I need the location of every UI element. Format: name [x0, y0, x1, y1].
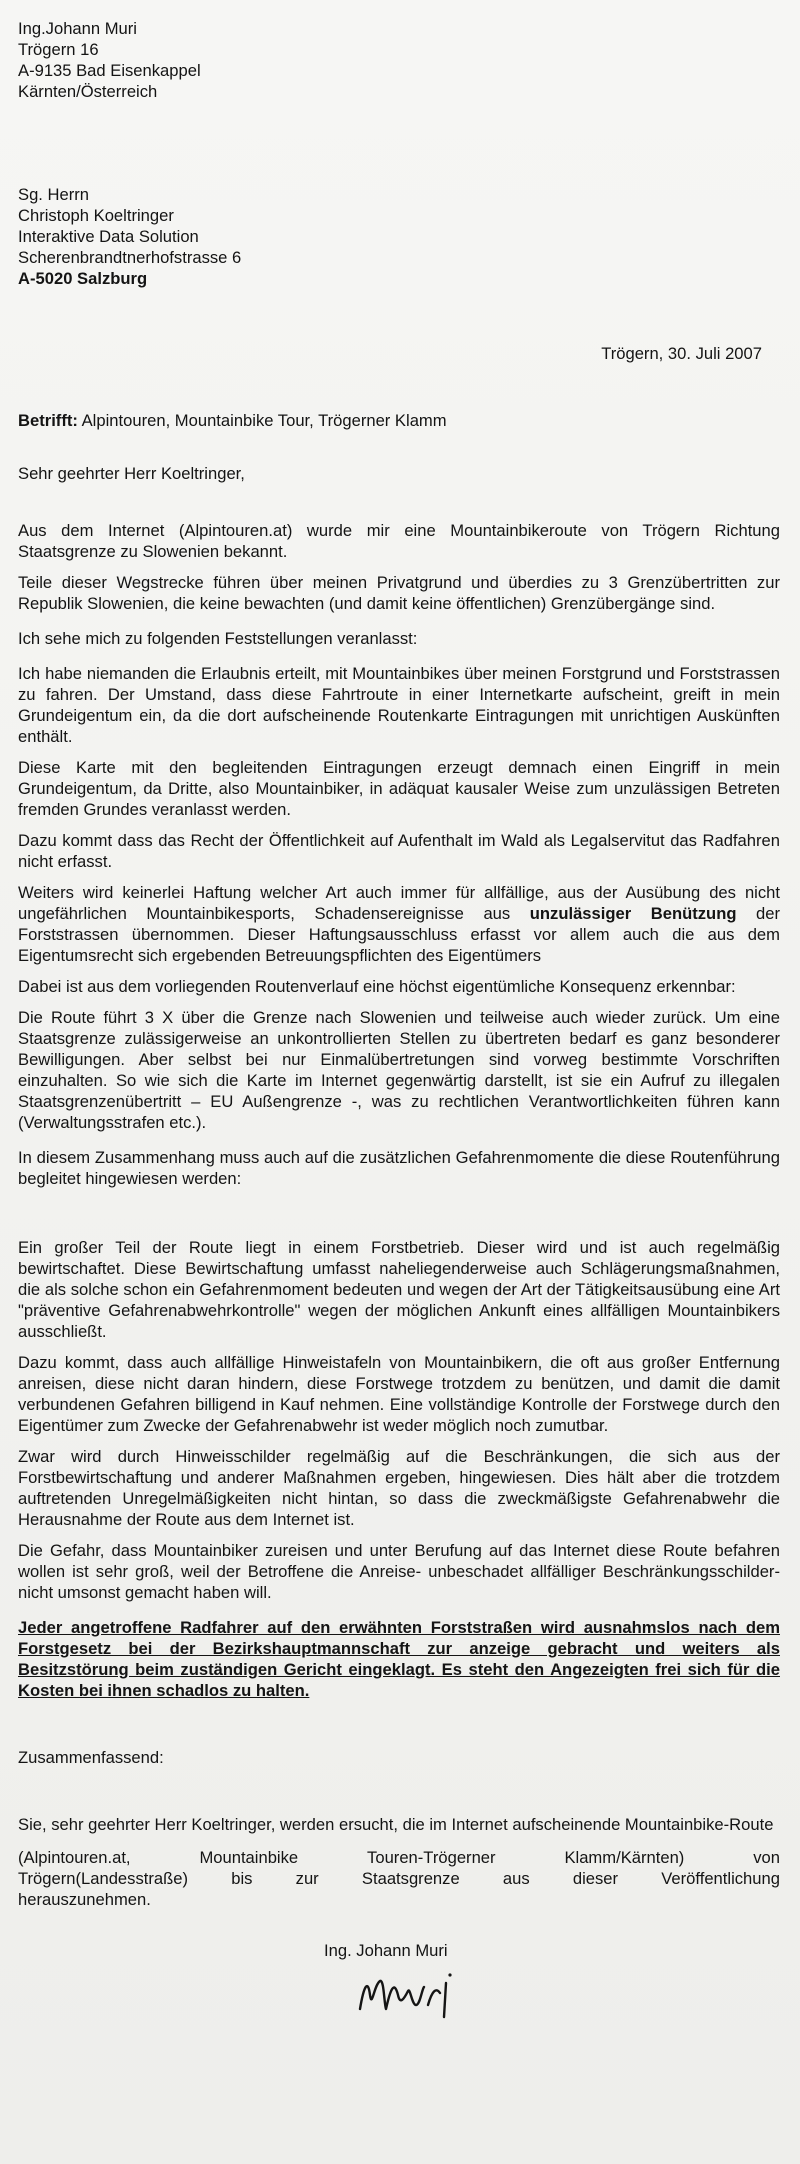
subject-text: Alpintouren, Mountainbike Tour, Trögerner Klamm: [77, 411, 447, 430]
letter-date: Trögern, 30. Juli 2007: [601, 344, 762, 363]
paragraph-6: Dazu kommt dass das Recht der Öffentlichkeit auf Aufenthalt im Wald als Legalservitut das Radfahren nicht erfasst.: [18, 831, 780, 871]
recipient-name: Christoph Koeltringer: [18, 206, 174, 225]
closing-line-2: [18, 1868, 780, 1889]
paragraph-7-bold: unzulässiger Benützung: [529, 904, 737, 923]
paragraph-15-warning: Jeder angetroffene Radfahrer auf den erwähnten Forststraßen wird ausnahmslos nach dem Forstgesetz bei der Bezirkshauptmannschaft zur anzeige gebracht und weiters als Besitzstörung beim zuständigen Gericht eingeklagt. Es steht den Angezeigten frei sich für die Kosten bei ihnen schadlos zu halten.: [18, 1618, 780, 1700]
closing-word: bis: [231, 1869, 253, 1888]
closing-word: zur: [295, 1869, 319, 1888]
paragraph-5: Diese Karte mit den begleitenden Eintragungen erzeugt demnach einen Eingriff in mein Grundeigentum, da Dritte, also Mountainbiker, in adäquat kausaler Weise zum unzulässigen Betreten fremden Grundes veranlasst werden.: [18, 758, 780, 819]
paragraph-14: Die Gefahr, dass Mountainbiker zureisen und unter Berufung auf das Internet diese Route befahren wollen ist sehr groß, weil der Betroffene die Anreise- unbeschadet allfälliger Beschränkungsschilder- nicht umsonst gemacht haben will.: [18, 1541, 780, 1602]
paragraph-7-part-a: Weiters wird keinerlei Haftung welcher Art auch immer für allfällige, aus der Ausübung des nicht ungefährlichen Mountainbikesports, Schadensereignisse aus: [18, 883, 780, 923]
subject-line: [18, 410, 780, 431]
closing-word: dieser: [572, 1869, 619, 1888]
paragraph-4: Ich habe niemanden die Erlaubnis erteilt, mit Mountainbikes über meinen Forstgrund und Forststrassen zu fahren. Der Umstand, dass diese Fahrtroute in einer Internetkarte aufscheint, greift in mein Grundeigentum ein, da die dort aufscheinende Routenkarte Eintragungen mit unrichtigen Auskünften enthält.: [18, 664, 780, 746]
recipient-city: A-5020 Salzburg: [18, 269, 148, 288]
summary-label: Zusammenfassend:: [18, 1748, 164, 1767]
paragraph-1: Aus dem Internet (Alpintouren.at) wurde mir eine Mountainbikeroute von Trögern Richtung Staatsgrenze zu Slowenien bekannt.: [18, 521, 780, 561]
paragraph-2: Teile dieser Wegstrecke führen über meinen Privatgrund und überdies zu 3 Grenzübertritten zur Republik Slowenien, die keine bewachten (und damit keine öffentlichen) Grenzübergänge sind.: [18, 573, 780, 613]
closing-block: [18, 1847, 780, 1910]
closing-word: von: [753, 1848, 780, 1867]
paragraph-9: Die Route führt 3 X über die Grenze nach Slowenien und teilweise auch wieder zurück. Um eine Staatsgrenze zulässigerweise an unkontrollierten Stellen zu übertreten bedarf es ganz besonderer Bewilligungen. Aber selbst bei nur Einmalübertretungen sind vorweg bestimmte Vorschriften einzuhalten. So wie sich die Karte im Internet gegenwärtig darstellt, ist sie ein Aufruf zu illegalen Staatsgrenzenübertritt – EU Außengrenze -, was zu rechtlichen Verantwortlichkeiten führen kann (Verwaltungsstrafen etc.).: [18, 1008, 780, 1132]
subject-label: Betrifft:: [18, 411, 78, 430]
paragraph-10: In diesem Zusammenhang muss auch auf die zusätzlichen Gefahrenmomente die diese Routenführung begleitet hingewiesen werden:: [18, 1148, 780, 1188]
paragraph-3: Ich sehe mich zu folgenden Feststellungen veranlasst:: [18, 629, 418, 648]
paragraph-7-part-b: der Forststrassen übernommen. Dieser Haftungsausschluss erfasst vor allem auch die aus dem Eigentumsrecht sich ergebenden Betreuungspflichten des Eigentümers: [18, 904, 780, 965]
paragraph-11: Ein großer Teil der Route liegt in einem Forstbetrieb. Dieser wird und ist auch regelmäßig bewirtschaftet. Diese Bewirtschaftung umfasst naheliegenderweise auch Schlägerungsmaßnahmen, die als solche schon ein Gefahrenmoment bedeuten und wegen der Art der Tätigkeitsausübung eine Art "präventive Gefahrenabwehrkontrolle" wegen der möglichen Ankunft eines allfälligen Mountainbikers ausschließt.: [18, 1238, 780, 1341]
paragraph-13: Zwar wird durch Hinweisschilder regelmäßig auf die Beschränkungen, die sich aus der Forstbewirtschaftung und anderer Maßnahmen ergeben, hingewiesen. Dies hält aber die trotzdem auftretenden Unregelmäßigkeiten nicht hintan, so dass die zweckmäßigste Gefahrenabwehr die Herausnahme der Route aus dem Internet ist.: [18, 1447, 780, 1529]
closing-word: Klamm/Kärnten): [564, 1848, 685, 1867]
handwritten-signature: [354, 1965, 474, 2021]
request-paragraph: Sie, sehr geehrter Herr Koeltringer, werden ersucht, die im Internet aufscheinende Mountainbike-Route: [18, 1815, 774, 1834]
sender-city: A-9135 Bad Eisenkappel: [18, 61, 201, 80]
sender-street: Trögern 16: [18, 40, 99, 59]
closing-line-3: herauszunehmen.: [18, 1890, 151, 1909]
paragraph-8: Dabei ist aus dem vorliegenden Routenverlauf eine höchst eigentümliche Konsequenz erkennbar:: [18, 977, 736, 996]
closing-word: (Alpintouren.at,: [18, 1848, 131, 1867]
closing-word: Veröffentlichung: [661, 1869, 780, 1888]
paragraph-7: [18, 882, 780, 966]
letter-content: [18, 18, 780, 2021]
signature-block: [324, 1940, 780, 2021]
signature-name: Ing. Johann Muri: [324, 1941, 448, 1960]
closing-word: Staatsgrenze: [361, 1869, 460, 1888]
closing-word: Mountainbike: [199, 1848, 299, 1867]
closing-line-1: [18, 1847, 780, 1868]
recipient-salutation: Sg. Herrn: [18, 185, 90, 204]
greeting: Sehr geehrter Herr Koeltringer,: [18, 464, 245, 483]
sender-region: Kärnten/Österreich: [18, 82, 158, 101]
closing-word: Touren-Trögerner: [367, 1848, 496, 1867]
recipient-street: Scherenbrandtnerhofstrasse 6: [18, 248, 242, 267]
closing-word: aus: [502, 1869, 530, 1888]
closing-word: Trögern(Landesstraße): [18, 1869, 189, 1888]
sender-name: Ing.Johann Muri: [18, 19, 137, 38]
recipient-company: Interaktive Data Solution: [18, 227, 199, 246]
sender-address: [18, 18, 780, 102]
paragraph-12: Dazu kommt, dass auch allfällige Hinweistafeln von Mountainbikern, die oft aus großer Entfernung anreisen, diese nicht daran hindern, diese Forstwege trotzdem zu benützen, und damit die damit verbundenen Gefahren billigend in Kauf nehmen. Eine vollständige Kontrolle der Forstwege durch den Eigentümer zum Zwecke der Gefahrenabwehr ist weder möglich noch zumutbar.: [18, 1353, 780, 1435]
recipient-address: [18, 184, 780, 289]
